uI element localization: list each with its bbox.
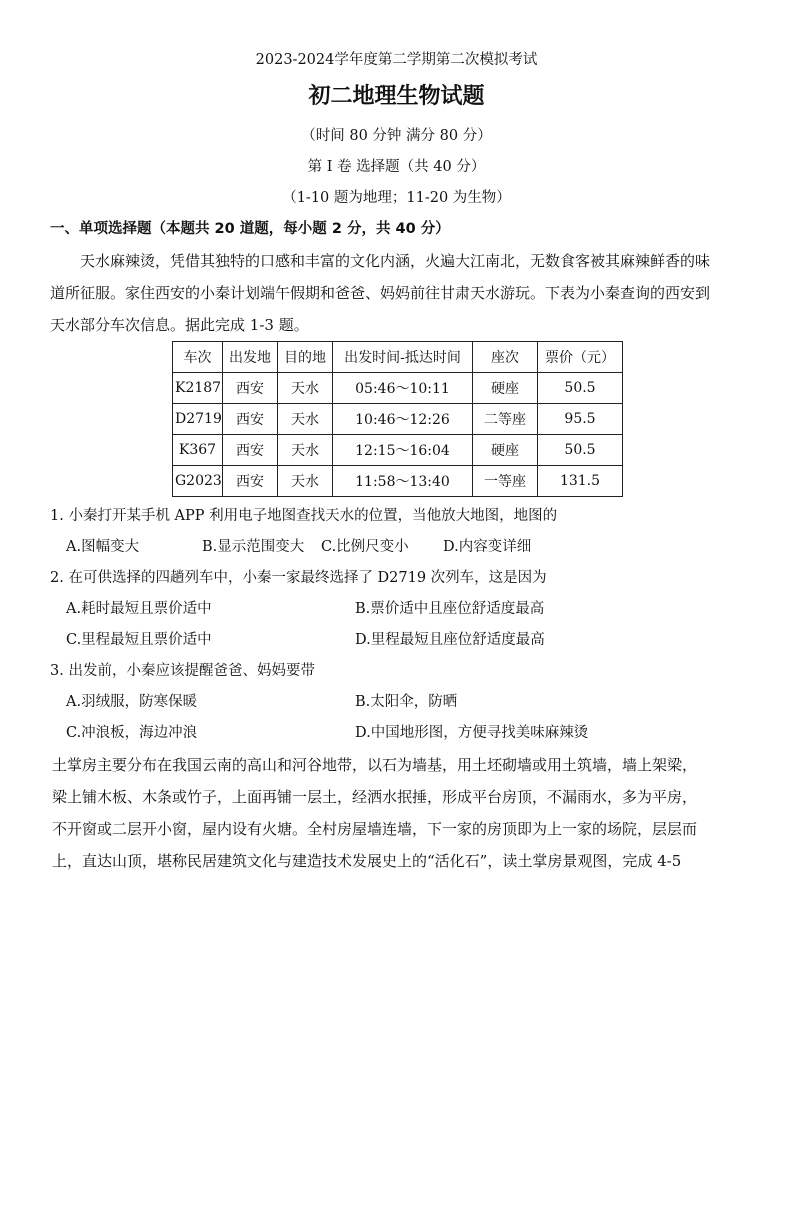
train-schedule-table bbox=[172, 341, 623, 497]
table-cell: 西安 bbox=[223, 435, 278, 466]
option-c: C.冲浪板，海边冲浪 bbox=[66, 725, 198, 741]
column-header: 票价（元） bbox=[538, 342, 623, 373]
table-row bbox=[173, 373, 623, 404]
question-stem: 2. 在可供选择的四趟列车中，小秦一家最终选择了 D2719 次列车，这是因为 bbox=[50, 570, 547, 586]
exam-term-line: 2023-2024学年度第二学期第二次模拟考试 bbox=[255, 52, 538, 68]
question-scope: （1-10 题为地理；11-20 为生物） bbox=[282, 190, 511, 206]
volume-label: 第 I 卷 选择题（共 40 分） bbox=[307, 159, 486, 175]
option-d: D.中国地形图，方便寻找美味麻辣烫 bbox=[355, 725, 589, 741]
table-cell: 西安 bbox=[223, 373, 278, 404]
option-c: C.里程最短且票价适中 bbox=[66, 632, 212, 648]
table-cell: 西安 bbox=[223, 404, 278, 435]
option-c: C.比例尺变小 bbox=[321, 539, 409, 555]
page-title: 初二地理生物试题 bbox=[308, 84, 485, 109]
table-row bbox=[173, 435, 623, 466]
option-b: B.显示范围变大 bbox=[202, 539, 305, 555]
table-cell: K2187 bbox=[173, 373, 223, 404]
option-a: A.羽绒服，防寒保暖 bbox=[66, 694, 198, 710]
table-cell: 二等座 bbox=[473, 404, 538, 435]
table-row bbox=[173, 466, 623, 497]
table-row bbox=[173, 404, 623, 435]
column-header: 座次 bbox=[473, 342, 538, 373]
option-a: A.耗时最短且票价适中 bbox=[66, 601, 212, 617]
table-cell: 95.5 bbox=[538, 404, 623, 435]
option-d: D.内容变详细 bbox=[443, 539, 532, 555]
question-stem: 1. 小秦打开某手机 APP 利用电子地图查找天水的位置，当他放大地图，地图的 bbox=[50, 508, 558, 524]
table-cell: 12:15～16:04 bbox=[333, 435, 473, 466]
table-cell: G2023 bbox=[173, 466, 223, 497]
table-cell: 硬座 bbox=[473, 373, 538, 404]
option-b: B.票价适中且座位舒适度最高 bbox=[355, 601, 545, 617]
table-cell: 硬座 bbox=[473, 435, 538, 466]
table-header-row bbox=[173, 342, 623, 373]
table-cell: 西安 bbox=[223, 466, 278, 497]
paragraph-line: 梁上铺木板、木条或竹子，上面再铺一层土，经洒水抿捶，形成平台房顶，不漏雨水，多为平房， bbox=[52, 788, 698, 806]
table-cell: 11:58～13:40 bbox=[333, 466, 473, 497]
paragraph-line: 道所征服。家住西安的小秦计划端午假期和爸爸、妈妈前往甘肃天水游玩。下表为小秦查询的西安到 bbox=[50, 284, 711, 302]
table-cell: 天水 bbox=[278, 435, 333, 466]
table-cell: 05:46～10:11 bbox=[333, 373, 473, 404]
table-cell: 50.5 bbox=[538, 373, 623, 404]
exam-time-score: （时间 80 分钟 满分 80 分） bbox=[301, 128, 492, 144]
question-stem: 3. 出发前，小秦应该提醒爸爸、妈妈要带 bbox=[50, 663, 315, 679]
table-cell: 天水 bbox=[278, 404, 333, 435]
column-header: 出发时间-抵达时间 bbox=[333, 342, 473, 373]
paragraph-line: 天水部分车次信息。据此完成 1-3 题。 bbox=[50, 316, 309, 334]
column-header: 车次 bbox=[173, 342, 223, 373]
table-cell: 50.5 bbox=[538, 435, 623, 466]
paragraph-line: 上，直达山顶，堪称民居建筑文化与建造技术发展史上的“活化石”，读土掌房景观图，完成 4-5 bbox=[52, 852, 682, 870]
table-cell: D2719 bbox=[173, 404, 223, 435]
paragraph-line: 天水麻辣烫，凭借其独特的口感和丰富的文化内涵，火遍大江南北，无数食客被其麻辣鲜香的味 bbox=[80, 252, 711, 270]
column-header: 目的地 bbox=[278, 342, 333, 373]
table-cell: 天水 bbox=[278, 466, 333, 497]
paragraph-line: 不开窗或二层开小窗，屋内设有火塘。全村房屋墙连墙，下一家的房顶即为上一家的场院，层层而 bbox=[52, 820, 698, 838]
option-b: B.太阳伞，防晒 bbox=[355, 694, 458, 710]
option-d: D.里程最短且座位舒适度最高 bbox=[355, 632, 545, 648]
option-a: A.图幅变大 bbox=[66, 539, 140, 555]
table-cell: 131.5 bbox=[538, 466, 623, 497]
column-header: 出发地 bbox=[223, 342, 278, 373]
section-heading: 一、单项选择题（本题共 20 道题，每小题 2 分，共 40 分） bbox=[50, 221, 450, 237]
paragraph-line: 土掌房主要分布在我国云南的高山和河谷地带，以石为墙基，用土坯砌墙或用土筑墙，墙上架梁， bbox=[52, 756, 698, 774]
table-cell: K367 bbox=[173, 435, 223, 466]
table-cell: 天水 bbox=[278, 373, 333, 404]
table-cell: 10:46～12:26 bbox=[333, 404, 473, 435]
table-cell: 一等座 bbox=[473, 466, 538, 497]
